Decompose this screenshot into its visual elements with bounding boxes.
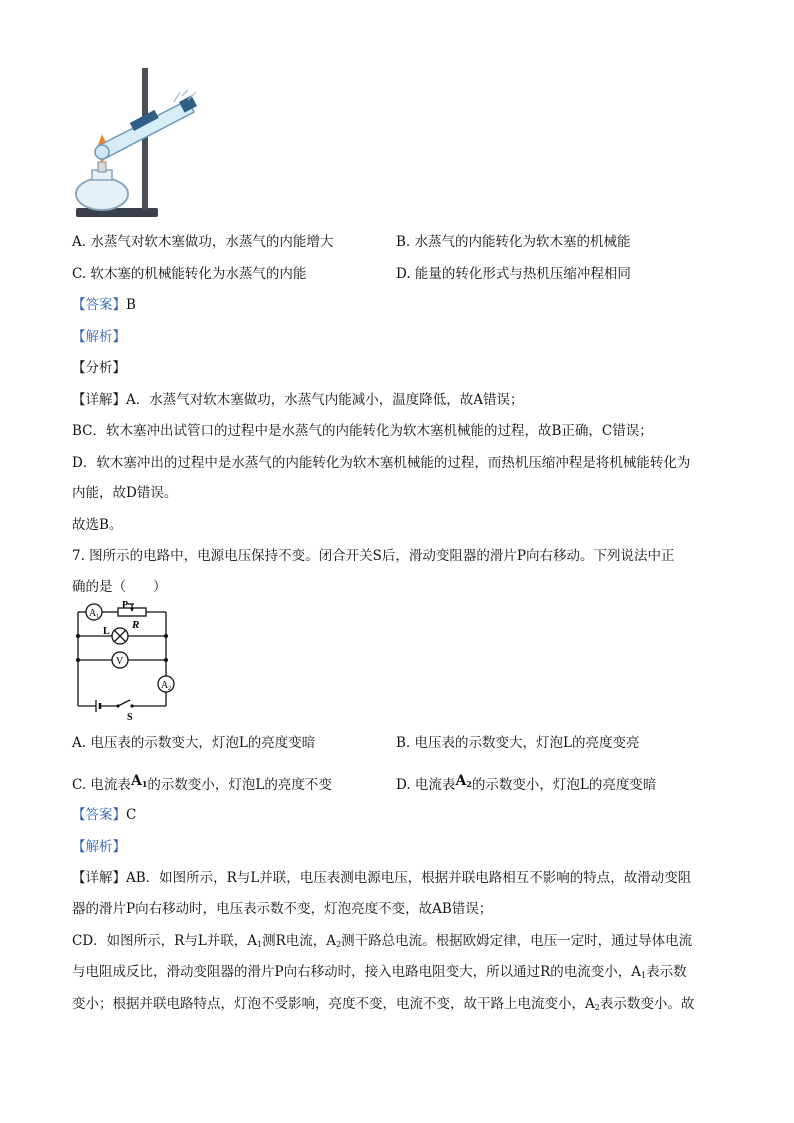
- q6-option-a: A. 水蒸气对软木塞做功，水蒸气的内能增大: [72, 234, 334, 250]
- q7-stem-2: 确的是（ ）: [72, 579, 167, 595]
- svg-text:2: 2: [168, 686, 171, 692]
- q7-answer: [72, 805, 136, 825]
- q6-fenxi-tag: 【分析】: [72, 360, 126, 376]
- heating-apparatus-figure: [70, 66, 210, 226]
- detail-tag: 【详解】: [72, 392, 126, 408]
- q6-detail-4: 内能，故D错误。: [72, 485, 178, 501]
- detail-tag: 【详解】: [72, 870, 126, 886]
- q6-option-c: C. 软木塞的机械能转化为水蒸气的内能: [72, 266, 307, 282]
- svg-text:1: 1: [96, 614, 99, 620]
- option-c-suffix: 的示数变小，灯泡L的亮度不变: [147, 777, 332, 793]
- svg-text:A: A: [89, 608, 97, 619]
- q6-option-b: B. 水蒸气的内能转化为软木塞的机械能: [396, 234, 631, 250]
- q7-detail-5: 变小；根据并联电路特点，灯泡不受影响，亮度不变，电流不变，故干路上电流变小，$A_2$表示数变小。故: [72, 996, 695, 1012]
- voltmeter-v: [112, 652, 128, 668]
- q7-stem-1: 7. 图所示的电路中，电源电压保持不变。闭合开关S后，滑动变阻器的滑片P向右移动。下列说法中正: [72, 548, 675, 564]
- ammeter-a2-symbol: $A_2$: [455, 773, 472, 789]
- ammeter-a2: [158, 676, 174, 692]
- detail-text: AB．如图所示，R与L并联，电压表测电源电压，根据并联电路相互不影响的特点，故滑动变阻: [126, 870, 692, 886]
- svg-text:A: A: [161, 680, 169, 691]
- label-p: P: [122, 600, 129, 611]
- q7-detail-1: [72, 868, 691, 888]
- q7-analysis-tag: 【解析】: [72, 839, 126, 855]
- q7-detail-3: CD．如图所示，R与L并联，$A_1$测R电流，$A_2$测干路总电流。根据欧姆定律，电压一定时，通过导体电流: [72, 933, 693, 949]
- ammeter-a1-symbol: $A_1$: [130, 773, 148, 789]
- label-l: L: [103, 626, 110, 637]
- q7-detail-4: 与电阻成反比，滑动变阻器的滑片P向右移动时，接入电路电阻变大，所以通过R的电流变小，$A_1$表示数: [72, 964, 687, 980]
- ammeter-a1: [86, 604, 102, 620]
- q6-answer: [72, 295, 136, 315]
- q6-option-d: D. 能量的转化形式与热机压缩冲程相同: [396, 266, 631, 282]
- option-d-suffix: 的示数变小，灯泡L的亮度变暗: [471, 777, 657, 793]
- circuit-diagram: [72, 600, 184, 723]
- q7-option-c: [72, 775, 332, 798]
- option-d-prefix: D. 电流表: [396, 777, 456, 793]
- q6-analysis-tag: 【解析】: [72, 329, 126, 345]
- q6-detail-2: BC．软木塞冲出试管口的过程中是水蒸气的内能转化为软木塞机械能的过程，故B正确，C错误；: [72, 423, 653, 439]
- q7-option-a: A. 电压表的示数变大，灯泡L的亮度变暗: [72, 735, 316, 751]
- q7-detail-2: 器的滑片P向右移动时，电压表示数不变，灯泡亮度不变，故AB错误；: [72, 901, 493, 917]
- q6-detail-3: D．软木塞冲出的过程中是水蒸气的内能转化为软木塞机械能的过程，而热机压缩冲程是将机械能转化为: [72, 455, 691, 471]
- option-c-prefix: C. 电流表: [72, 777, 131, 793]
- svg-text:V: V: [116, 656, 124, 667]
- q7-option-d: [396, 775, 656, 798]
- q6-detail-1: [72, 390, 524, 410]
- answer-tag: 【答案】: [72, 807, 126, 823]
- answer-value: B: [126, 297, 136, 313]
- label-s: S: [127, 712, 133, 723]
- label-r: R: [132, 619, 140, 631]
- lamp-l: [112, 628, 128, 644]
- answer-value: C: [126, 807, 137, 823]
- q6-choose: 故选B。: [72, 517, 123, 533]
- answer-tag: 【答案】: [72, 297, 126, 313]
- q7-option-b: B. 电压表的示数变大，灯泡L的亮度变亮: [396, 735, 640, 751]
- detail-text: A．水蒸气对软木塞做功，水蒸气内能减小，温度降低，故A错误；: [126, 392, 524, 408]
